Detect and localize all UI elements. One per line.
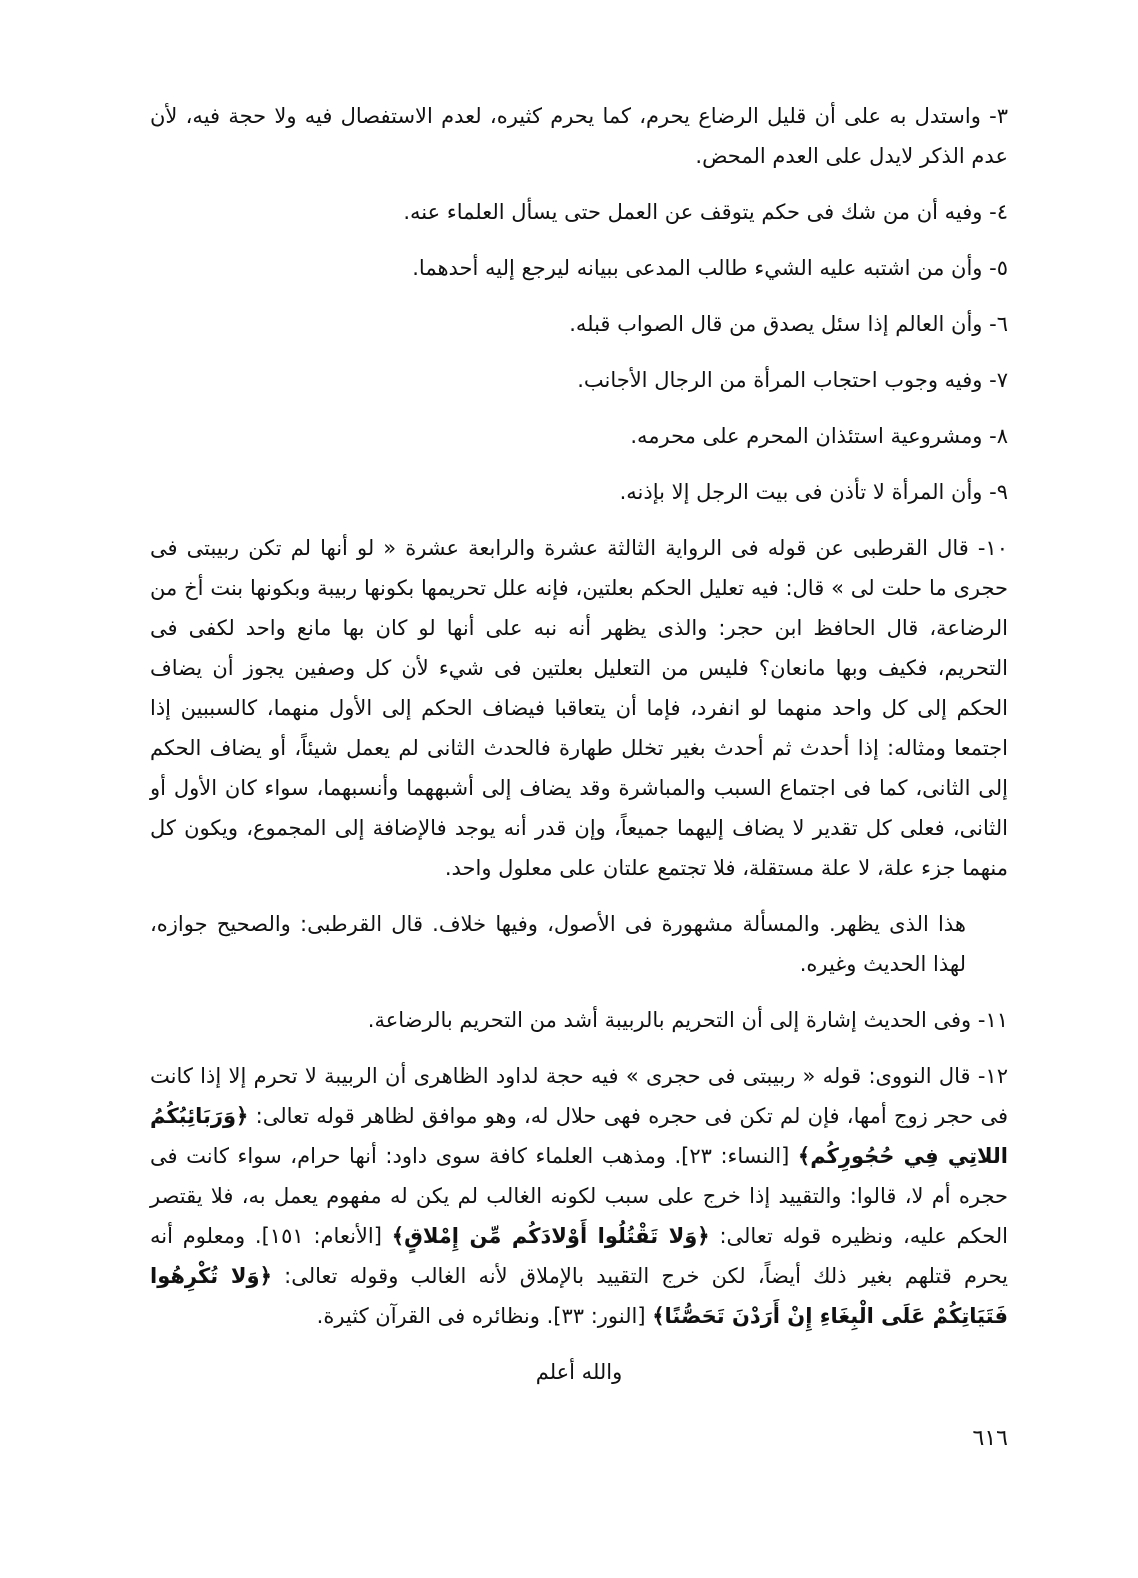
item-text: [الأنعام: ١٥١]. ومعلوم أنه يحرم قتلهم بغير ذلك أيضاً، لكن خرج التقييد بالإملاق لأنه الغالب وقوله تعالى: bbox=[150, 1224, 1008, 1288]
list-item bbox=[150, 96, 1008, 176]
item-number: ٧- bbox=[989, 368, 1008, 392]
item-number: ٥- bbox=[989, 256, 1008, 280]
closing-phrase: والله أعلم bbox=[535, 1360, 623, 1384]
item-text: وأن من اشتبه عليه الشيء طالب المدعى ببيانه ليرجع إليه أحدهما. bbox=[412, 256, 983, 280]
list-item bbox=[150, 1000, 1008, 1040]
item-text: قال القرطبى عن قوله فى الرواية الثالثة عشرة والرابعة عشرة « لو أنها لم تكن ربيبتى فى حجرى ما حلت لى » قال: فيه تعليل الحكم بعلتين، فإنه علل تحريمها بكونها ربيبة وبكونها بنت أخ من الرضاعة، قال الحافظ ابن حجر: والذى يظهر أنه نبه على أنها لو كان بها مانع واحد لكفى فى التحريم، فكيف وبها مانعان؟ فليس من التعليل بعلتين فى شيء لأن كل وصفين يجوز أن يضاف الحكم إلى كل واحد منهما لو انفرد، فإما أن يتعاقبا فيضاف الحكم إلى الأول منهما، كالسببين إذا اجتمعا ومثاله: إذا أحدث ثم أحدث بغير تخلل طهارة فالحدث الثانى لم يعمل شيئاً، أو يضاف الحكم إلى الثانى، كما فى اجتماع السبب والمباشرة وقد يضاف إلى أشبههما وأنسبهما، سواء كان الأول أو الثانى، فعلى كل تقدير لا يضاف إليهما جميعاً، وإن قدر أنه يوجد فالإضافة إلى المجموع، ويكون كل منهما جزء علة، لا علة مستقلة، فلا تجتمع علتان على معلول واحد. bbox=[150, 536, 1008, 880]
item-text: وفى الحديث إشارة إلى أن التحريم بالربيبة أشد من التحريم بالرضاعة. bbox=[367, 1008, 972, 1032]
list-item bbox=[150, 472, 1008, 512]
item-number: ١٠- bbox=[977, 536, 1008, 560]
item-number: ٨- bbox=[989, 424, 1008, 448]
item-text: [النساء: ٢٣]. ومذهب العلماء كافة سوى داود: أنها حرام، سواء كانت فى حجره أم لا، قالوا: والتقييد إذا خرج على سبب لكونه الغالب لم يكن له مفهوم يعمل به، فلا يقتصر الحكم عليه، ونظيره قوله تعالى: bbox=[150, 1144, 1009, 1248]
list-item bbox=[150, 1056, 1008, 1336]
quran-quote: ﴿وَلا تُكْرِهُوا فَتَيَاتِكُمْ عَلَى الْبِغَاءِ إِنْ أَرَدْنَ تَحَصُّنًا﴾ bbox=[150, 1264, 1008, 1328]
item-number: ٩- bbox=[989, 480, 1008, 504]
item-text: واستدل به على أن قليل الرضاع يحرم، كما يحرم كثيره، لعدم الاستفصال فيه ولا حجة فيه، لأن عدم الذكر لايدل على العدم المحض. bbox=[150, 104, 1008, 168]
item-number: ١٢- bbox=[977, 1064, 1008, 1088]
list-item bbox=[150, 248, 1008, 288]
item-text: وأن العالم إذا سئل يصدق من قال الصواب قبله. bbox=[569, 312, 983, 336]
list-item bbox=[150, 416, 1008, 456]
item-number: ٦- bbox=[989, 312, 1008, 336]
list-item bbox=[150, 528, 1008, 888]
item-text: وفيه أن من شك فى حكم يتوقف عن العمل حتى يسأل العلماء عنه. bbox=[403, 200, 983, 224]
numbered-list bbox=[150, 96, 1008, 888]
list-item bbox=[150, 360, 1008, 400]
list-item bbox=[150, 304, 1008, 344]
quran-quote: ﴿وَرَبَائِبُكُمُ اللاتِي فِي حُجُورِكُم﴾ bbox=[150, 1104, 1008, 1168]
item-text: ومشروعية استئذان المحرم على محرمه. bbox=[630, 424, 983, 448]
item-text: [النور: ٣٣]. ونظائره فى القرآن كثيرة. bbox=[316, 1304, 653, 1328]
list-item bbox=[150, 192, 1008, 232]
item-text: قال النووى: قوله « ربيبتى فى حجرى » فيه حجة لداود الظاهرى أن الربيبة لا تحرم إلا إذا كانت فى حجر زوج أمها، فإن لم تكن فى حجره فهى حلال له، وهو موافق لظاهر قوله تعالى: bbox=[150, 1064, 1008, 1128]
item-text: وأن المرأة لا تأذن فى بيت الرجل إلا بإذنه. bbox=[619, 480, 983, 504]
paragraph-after-item-10: هذا الذى يظهر. والمسألة مشهورة فى الأصول، وفيها خلاف. قال القرطبى: والصحيح جوازه، لهذا الحديث وغيره. bbox=[150, 912, 966, 976]
item-number: ٤- bbox=[989, 200, 1008, 224]
item-text: وفيه وجوب احتجاب المرأة من الرجال الأجانب. bbox=[577, 368, 983, 392]
item-number: ٣- bbox=[989, 104, 1008, 128]
item-number: ١١- bbox=[977, 1008, 1008, 1032]
quran-quote: ﴿وَلا تَقْتُلُوا أَوْلادَكُم مِّن إِمْلاقٍ﴾ bbox=[391, 1224, 710, 1248]
page-number: ٦١٦ bbox=[972, 1426, 1008, 1451]
